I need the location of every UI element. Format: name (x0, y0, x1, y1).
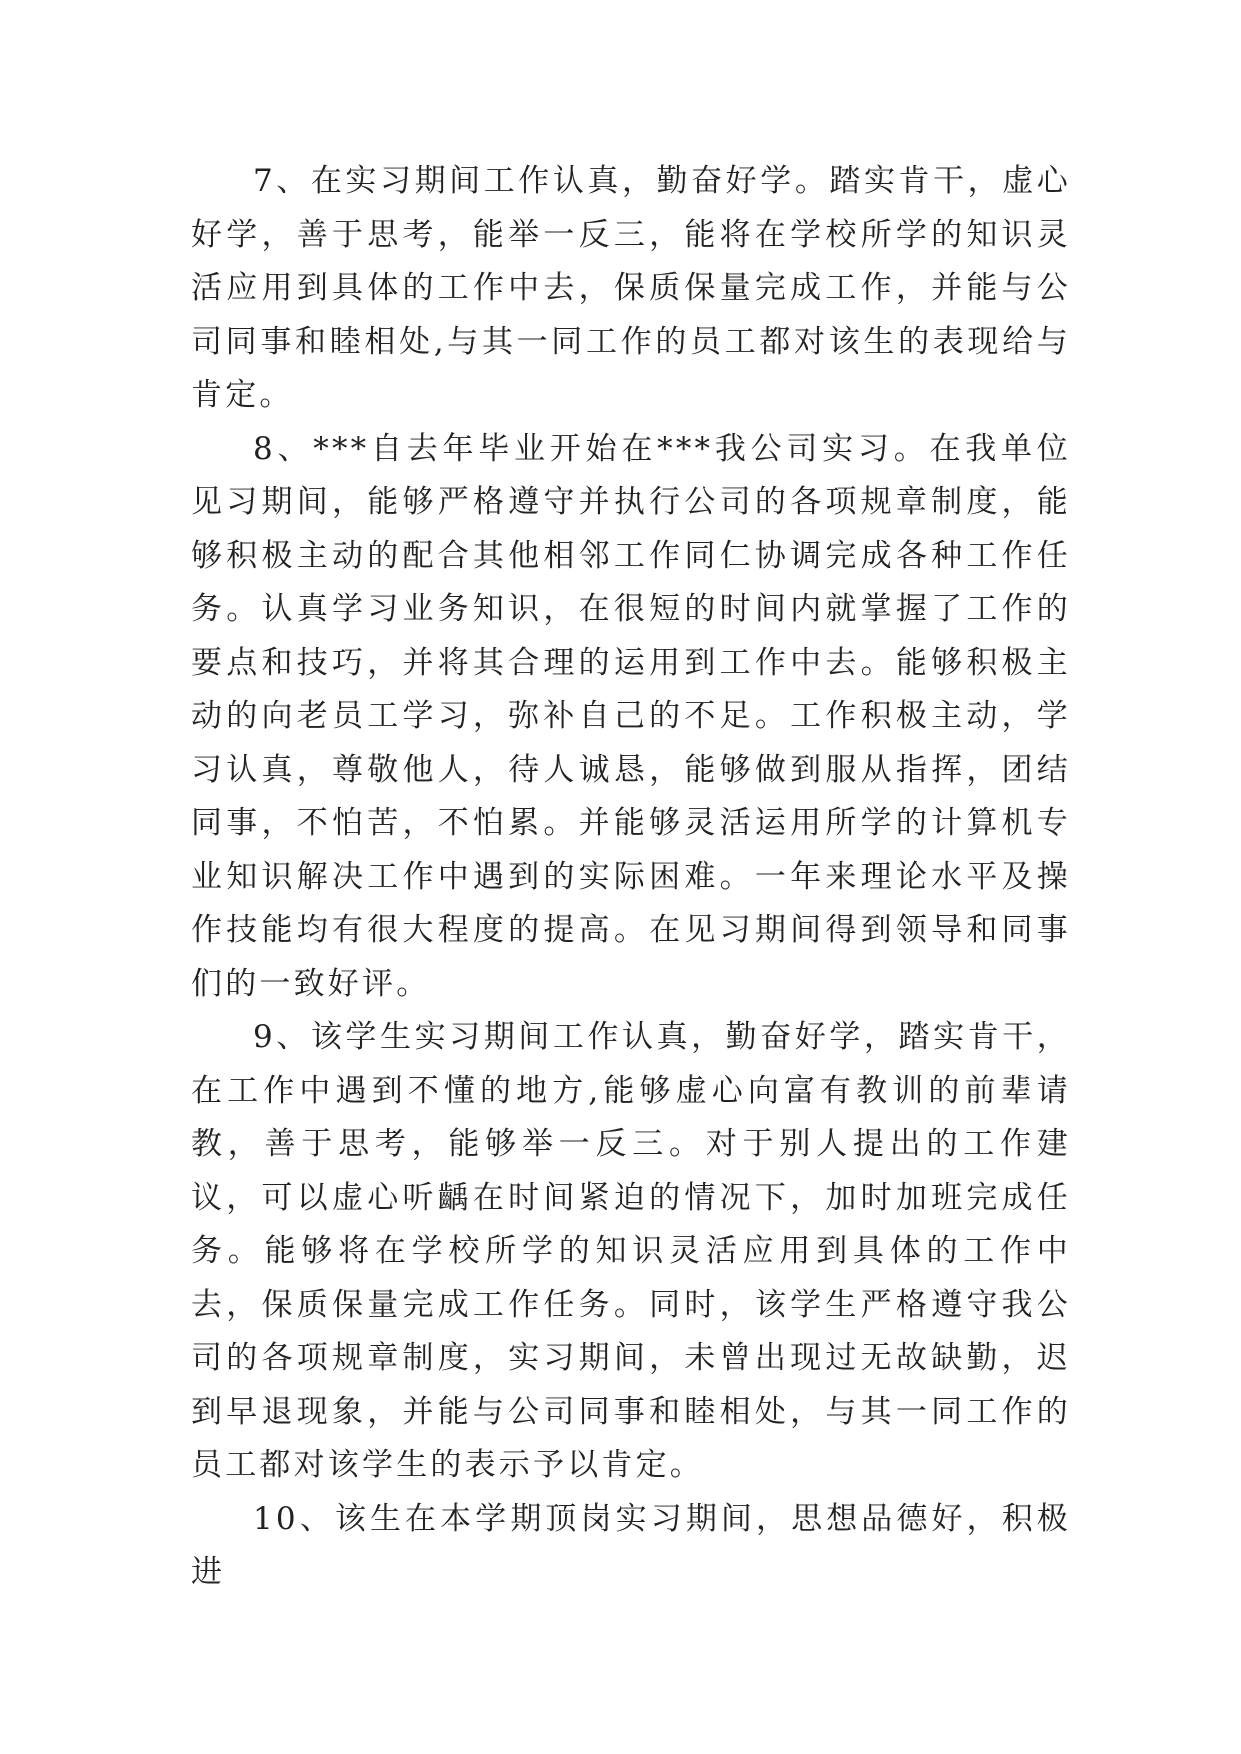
paragraph-7: 7、在实习期间工作认真，勤奋好学。踏实肯干，虚心好学，善于思考，能举一反三，能将在学校所学的知识灵活应用到具体的工作中去，保质保量完成工作，并能与公司同事和睦相处,与其一同工作的员工都对该生的表现给与肯定。 (191, 163, 1071, 413)
paragraph-9: 9、该学生实习期间工作认真，勤奋好学，踏实肯干，在工作中遇到不懂的地方,能够虚心向富有教训的前辈请教，善于思考，能够举一反三。对于别人提出的工作建议，可以虚心听齲在时间紧迫的情况下，加时加班完成任务。能够将在学校所学的知识灵活应用到具体的工作中去，保质保量完成工作任务。同时，该学生严格遵守我公司的各项规章制度，实习期间，未曾出现过无故缺勤，迟到早退现象，并能与公司同事和睦相处，与其一同工作的员工都对该学生的表示予以肯定。 (191, 1019, 1071, 1483)
document-body (191, 155, 1071, 1600)
paragraph-8: 8、***自去年毕业开始在***我公司实习。在我单位见习期间，能够严格遵守并执行公司的各项规章制度，能够积极主动的配合其他相邻工作同仁协调完成各种工作任务。认真学习业务知识，在很短的时间内就掌握了工作的要点和技巧，并将其合理的运用到工作中去。能够积极主动的向老员工学习，弥补自己的不足。工作积极主动，学习认真，尊敬他人，待人诚恳，能够做到服从指挥，团结同事，不怕苦，不怕累。并能够灵活运用所学的计算机专业知识解决工作中遇到的实际困难。一年来理论水平及操作技能均有很大程度的提高。在见习期间得到领导和同事们的一致好评。 (191, 430, 1071, 1002)
paragraph-10: 10、该生在本学期顶岗实习期间，思想品德好，积极进 (191, 1500, 1071, 1590)
